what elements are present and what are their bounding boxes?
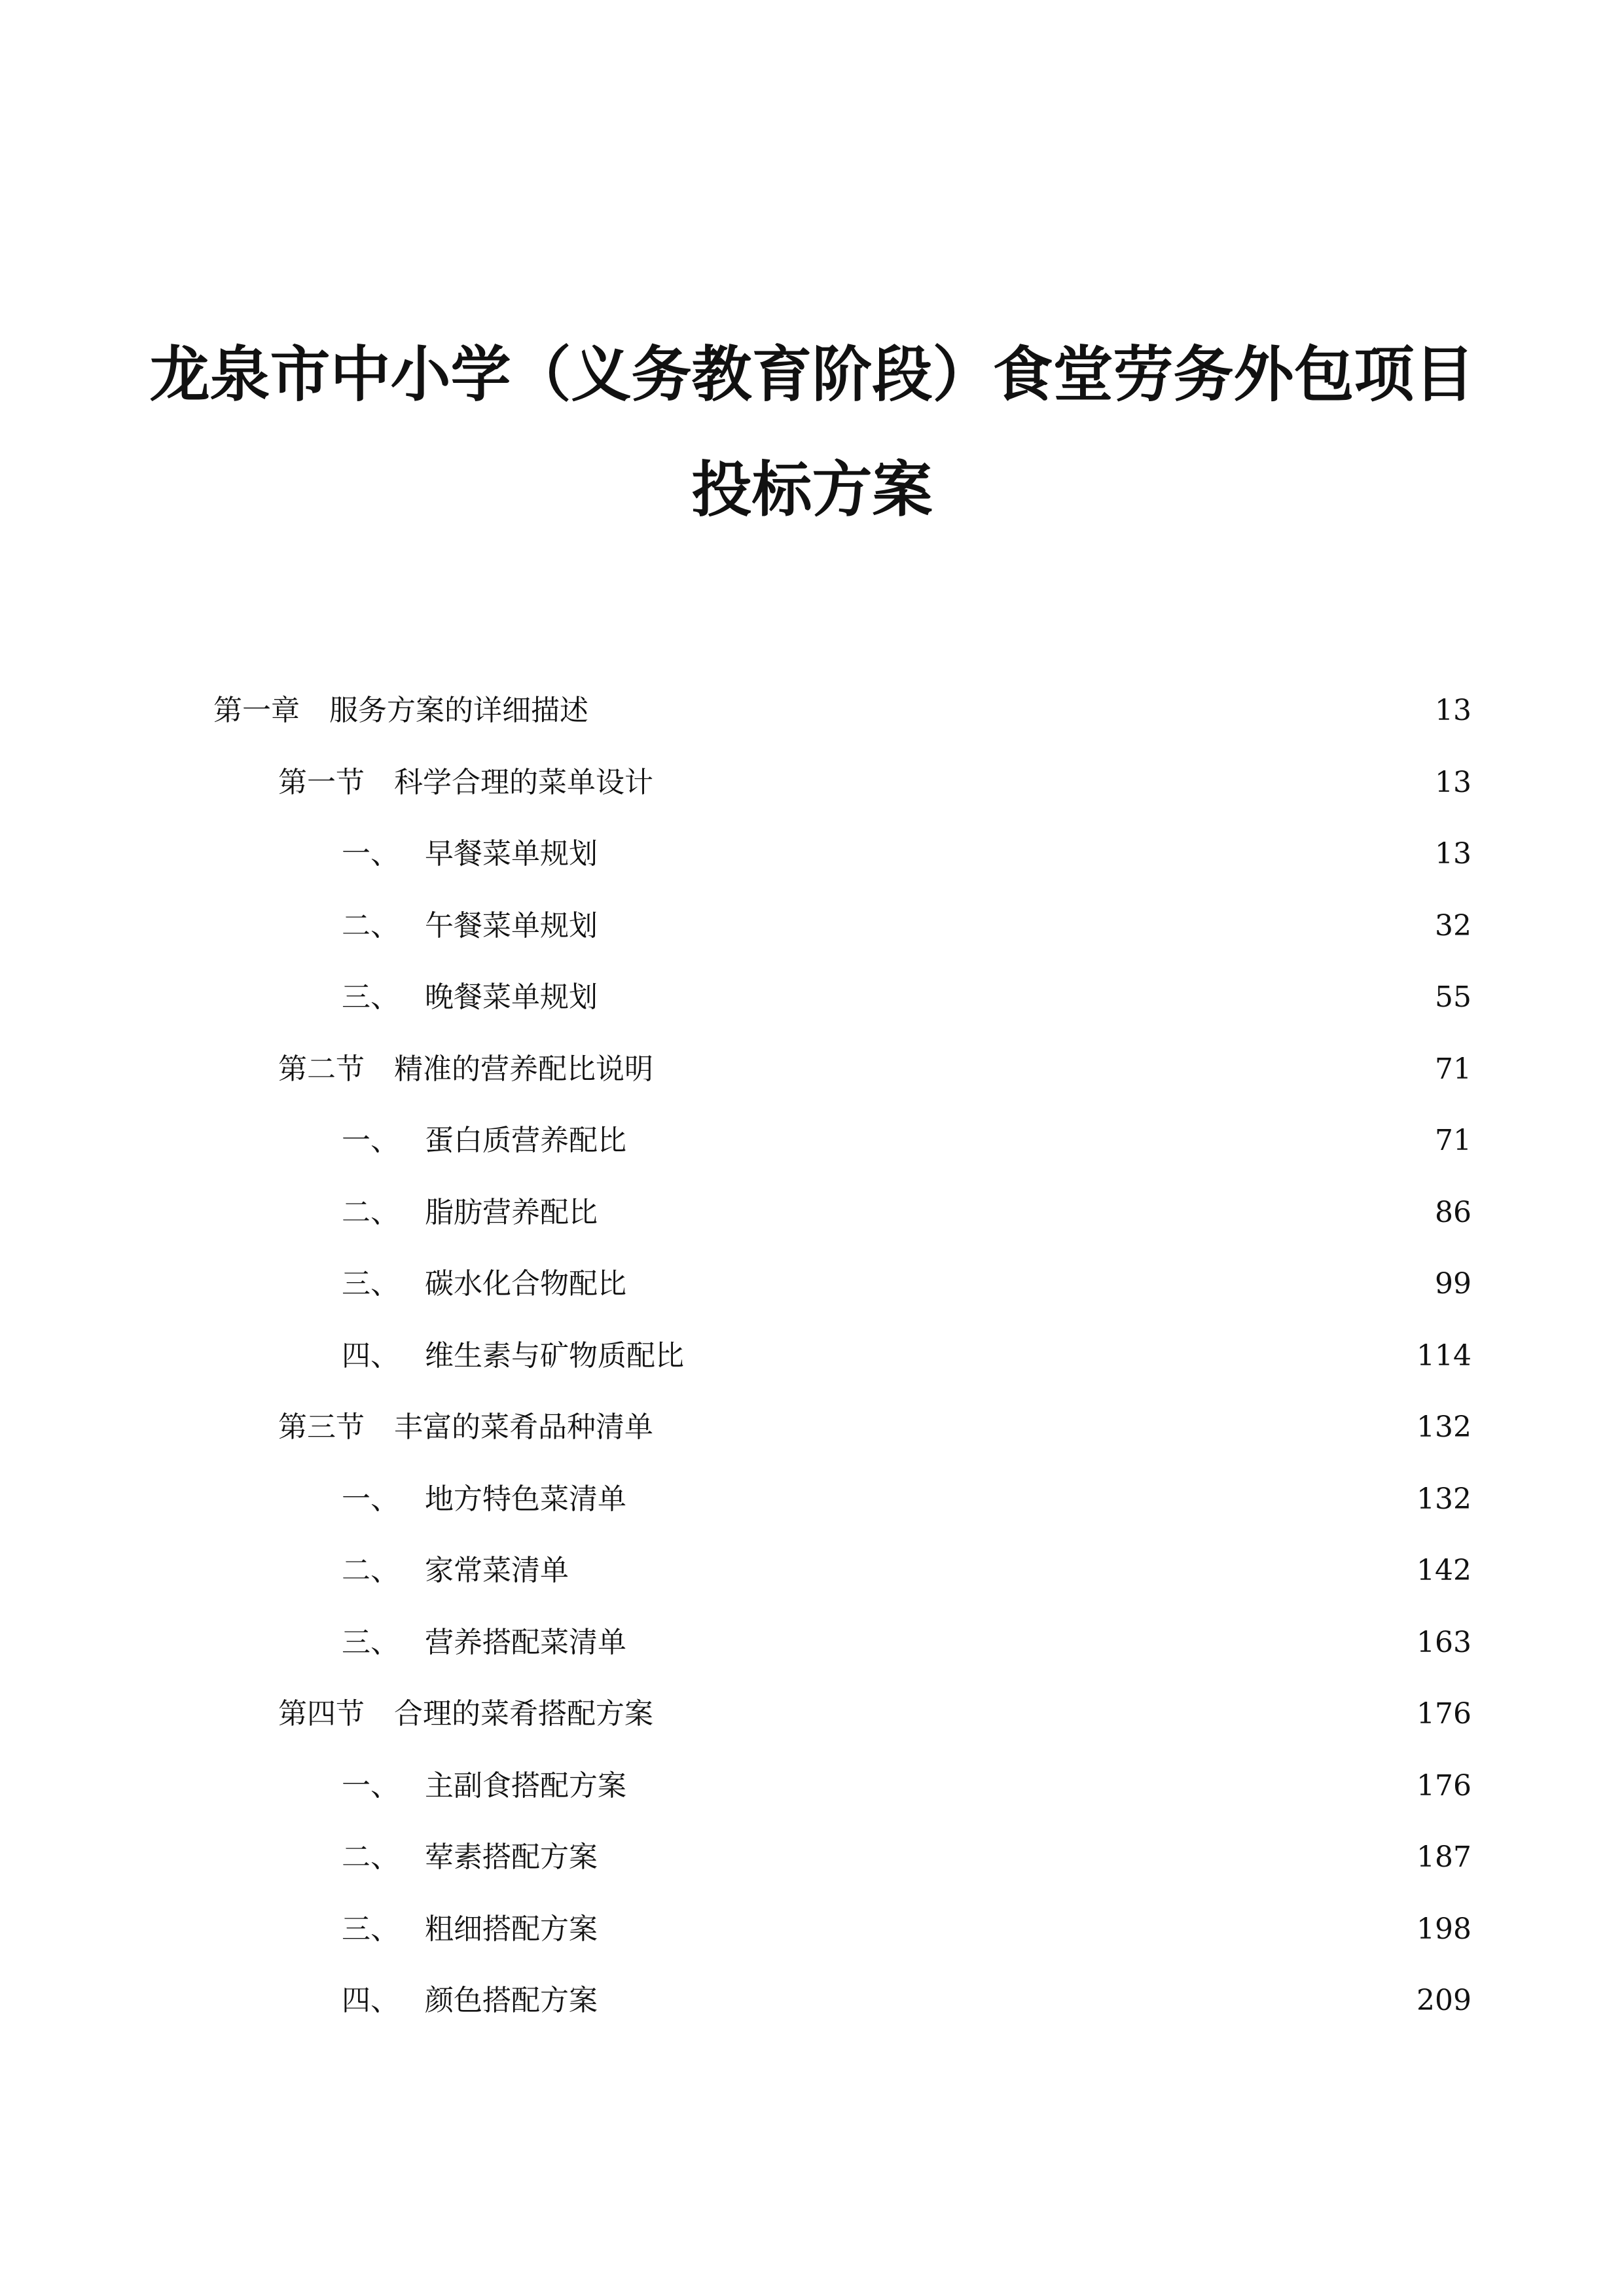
toc-entry[interactable]: [342, 1838, 1471, 1877]
toc-entry-title: 服务方案的详细描述: [329, 694, 588, 727]
dot-leader: [609, 1981, 1411, 2020]
toc-page-number: 176: [1416, 1697, 1471, 1731]
toc-entry-title: 蛋白质营养配比: [425, 1124, 626, 1157]
toc-entry-number: 二、: [342, 908, 399, 942]
dot-leader: [638, 1623, 1411, 1662]
dot-leader: [609, 834, 1418, 874]
toc-entry-title: 晚餐菜单规划: [425, 980, 598, 1014]
toc-entry[interactable]: [342, 906, 1471, 946]
dot-leader: [638, 1265, 1418, 1304]
toc-entry[interactable]: [342, 1551, 1471, 1590]
toc-entry-title: 科学合理的菜单设计: [394, 765, 653, 799]
toc-entry[interactable]: [342, 1336, 1471, 1376]
toc-entry-number: 三、: [342, 1625, 399, 1659]
toc-page-number: 142: [1416, 1554, 1471, 1587]
toc-page-number: 86: [1435, 1195, 1471, 1229]
toc-entry-number: 第四节: [278, 1697, 365, 1731]
toc-entry[interactable]: [278, 763, 1471, 802]
toc-entry[interactable]: [342, 1623, 1471, 1662]
toc-page-number: 163: [1416, 1625, 1471, 1659]
toc-entry[interactable]: [278, 1050, 1471, 1089]
dot-leader: [609, 1910, 1411, 1949]
dot-leader: [609, 1193, 1418, 1232]
document-title-line-1: 龙泉市中小学（义务教育阶段）食堂劳务外包项目: [149, 340, 1475, 410]
toc-entry[interactable]: [342, 1265, 1471, 1304]
toc-entry-title: 丰富的菜肴品种清单: [394, 1410, 653, 1444]
toc-entry-number: 三、: [342, 980, 399, 1014]
toc-entry-title: 脂肪营养配比: [425, 1195, 598, 1229]
toc-entry[interactable]: [342, 1981, 1471, 2020]
toc-entry-number: 第二节: [278, 1052, 365, 1086]
toc-entry-title: 颜色搭配方案: [425, 1984, 598, 2017]
toc-entry-title: 早餐菜单规划: [425, 837, 598, 870]
toc-entry-title: 碳水化合物配比: [425, 1267, 626, 1300]
toc-entry-title: 维生素与矿物质配比: [425, 1338, 684, 1372]
toc-entry-number: 四、: [342, 1338, 399, 1372]
toc-entry-title: 合理的菜肴搭配方案: [394, 1697, 653, 1731]
toc-entry-number: 一、: [342, 1482, 399, 1516]
toc-entry-number: 一、: [342, 1768, 399, 1803]
toc-entry-title: 粗细搭配方案: [425, 1912, 598, 1946]
toc-entry-title: 地方特色菜清单: [425, 1482, 626, 1516]
toc-entry-title: 精准的营养配比说明: [394, 1052, 653, 1086]
dot-leader: [665, 1050, 1418, 1089]
toc-page-number: 132: [1416, 1482, 1471, 1516]
toc-entry[interactable]: [213, 691, 1471, 730]
toc-page-number: 13: [1435, 837, 1471, 870]
toc-page-number: 13: [1435, 765, 1471, 799]
toc-page-number: 99: [1435, 1267, 1471, 1300]
dot-leader: [638, 1121, 1418, 1160]
toc-page-number: 13: [1435, 694, 1471, 727]
toc-entry[interactable]: [342, 1767, 1471, 1806]
toc-entry[interactable]: [342, 1121, 1471, 1160]
toc-entry-number: 二、: [342, 1840, 399, 1874]
dot-leader: [665, 763, 1418, 802]
toc-page-number: 187: [1416, 1840, 1471, 1874]
toc-page-number: 176: [1416, 1768, 1471, 1803]
toc-entry-number: 二、: [342, 1554, 399, 1587]
toc-entry-number: 第三节: [278, 1410, 365, 1444]
toc-entry-title: 营养搭配菜清单: [425, 1625, 626, 1659]
toc-entry[interactable]: [278, 1408, 1471, 1447]
toc-entry[interactable]: [342, 834, 1471, 874]
document-title-line-2: 投标方案: [691, 455, 933, 525]
toc-page-number: 209: [1416, 1984, 1471, 2017]
toc-page-number: 55: [1435, 980, 1471, 1014]
toc-entry-number: 第一章: [213, 694, 300, 727]
toc-entry[interactable]: [342, 1910, 1471, 1949]
toc-entry-number: 三、: [342, 1912, 399, 1946]
dot-leader: [665, 1408, 1411, 1447]
toc-page-number: 198: [1416, 1912, 1471, 1946]
toc-entry-number: 一、: [342, 837, 399, 870]
dot-leader: [581, 1551, 1411, 1590]
dot-leader: [665, 1695, 1411, 1734]
toc-entry[interactable]: [342, 978, 1471, 1017]
dot-leader: [609, 978, 1418, 1017]
dot-leader: [638, 1767, 1411, 1806]
toc-entry[interactable]: [342, 1193, 1471, 1232]
dot-leader: [609, 1838, 1411, 1877]
toc-page-number: 71: [1435, 1052, 1471, 1086]
toc-entry-title: 主副食搭配方案: [425, 1768, 626, 1803]
toc-entry-title: 家常菜清单: [425, 1554, 569, 1587]
toc-entry-number: 第一节: [278, 765, 365, 799]
toc-page-number: 132: [1416, 1410, 1471, 1444]
toc-entry-number: 二、: [342, 1195, 399, 1229]
toc-entry-number: 一、: [342, 1124, 399, 1157]
toc-entry[interactable]: [278, 1695, 1471, 1734]
toc-entry-title: 荤素搭配方案: [425, 1840, 598, 1874]
toc-page-number: 71: [1435, 1124, 1471, 1157]
toc-entry[interactable]: [342, 1480, 1471, 1519]
dot-leader: [638, 1480, 1411, 1519]
dot-leader: [609, 906, 1418, 946]
toc-page-number: 32: [1435, 908, 1471, 942]
toc-page-number: 114: [1416, 1338, 1471, 1372]
toc-entry-number: 三、: [342, 1267, 399, 1300]
dot-leader: [600, 691, 1418, 730]
toc-entry-number: 四、: [342, 1984, 399, 2017]
toc-entry-title: 午餐菜单规划: [425, 908, 598, 942]
dot-leader: [696, 1336, 1411, 1376]
